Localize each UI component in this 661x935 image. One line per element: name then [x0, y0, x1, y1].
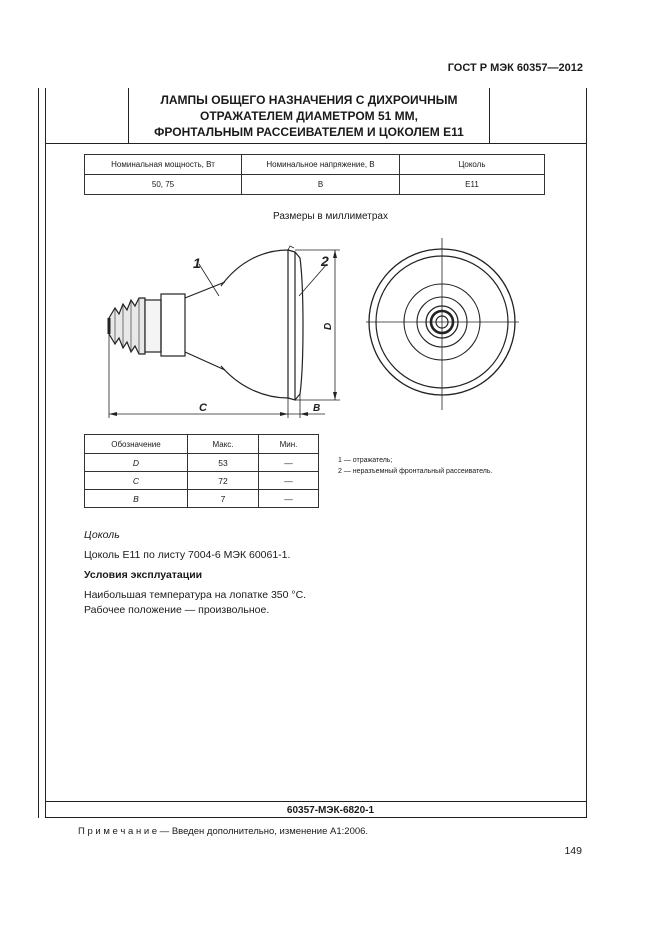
header-max: Макс. [188, 435, 259, 454]
header-voltage: Номинальное напряжение, В [242, 155, 400, 175]
sheet-id: 60357-МЭК-6820-1 [286, 805, 375, 816]
cell-max: 72 [188, 472, 259, 490]
dim-table-header [85, 435, 319, 454]
table-row [85, 454, 319, 472]
legend [338, 455, 493, 477]
cell-base: E11 [400, 175, 545, 195]
header-base: Цоколь [400, 155, 545, 175]
spec-table-row [85, 175, 545, 195]
base-text: Цоколь E11 по листу 7004-6 МЭК 60061-1. [84, 549, 291, 561]
lamp-front-view [364, 236, 524, 416]
document-id: ГОСТ Р МЭК 60357—2012 [447, 62, 583, 74]
page-number: 149 [564, 845, 582, 857]
legend-item-1: 1 — отражатель; [338, 457, 393, 464]
header-designation: Обозначение [85, 435, 188, 454]
conditions-heading: Условия эксплуатации [84, 569, 203, 581]
spec-table [84, 154, 545, 195]
title-line-1: ЛАМПЫ ОБЩЕГО НАЗНАЧЕНИЯ С ДИХРОИЧНЫМ [160, 92, 458, 107]
conditions-line-1: Наибольшая температура на лопатке 350 °С. [84, 589, 307, 601]
callout-2: 2 [321, 253, 329, 269]
title-line-3: ФРОНТАЛЬНЫМ РАССЕИВАТЕЛЕМ И ЦОКОЛЕМ Е11 [154, 124, 464, 139]
spec-table-header [85, 155, 545, 175]
cell-min: — [259, 472, 319, 490]
lamp-side-view [95, 238, 350, 424]
footnote: П р и м е ч а н и е — Введен дополнительно, изменение А1:2006. [78, 826, 369, 837]
dimension-table [84, 434, 319, 508]
sheet-title [128, 88, 490, 144]
table-row [85, 490, 319, 508]
cell-min: — [259, 454, 319, 472]
conditions-line-2: Рабочее положение — произвольное. [84, 604, 270, 616]
cell-voltage: В [242, 175, 400, 195]
title-line-2: ОТРАЖАТЕЛЕМ ДИАМЕТРОМ 51 ММ, [200, 108, 418, 123]
dim-label-b: B [313, 403, 321, 414]
footer-divider [45, 801, 587, 802]
legend-item-2: 2 — неразъемный фронтальный рассеиватель. [338, 468, 493, 475]
cell-designation: B [85, 490, 188, 508]
cell-max: 7 [188, 490, 259, 508]
units-caption: Размеры в миллиметрах [273, 211, 388, 222]
cell-min: — [259, 490, 319, 508]
table-row [85, 472, 319, 490]
cell-designation: C [85, 472, 188, 490]
cell-max: 53 [188, 454, 259, 472]
cell-designation: D [85, 454, 188, 472]
base-heading: Цоколь [84, 529, 120, 541]
dim-label-c: C [199, 402, 207, 414]
cell-power: 50, 75 [85, 175, 242, 195]
header-min: Мин. [259, 435, 319, 454]
dim-label-d: D [323, 322, 334, 330]
frame-outer-line [38, 88, 39, 818]
header-power: Номинальная мощность, Вт [85, 155, 242, 175]
callout-1: 1 [193, 255, 201, 271]
